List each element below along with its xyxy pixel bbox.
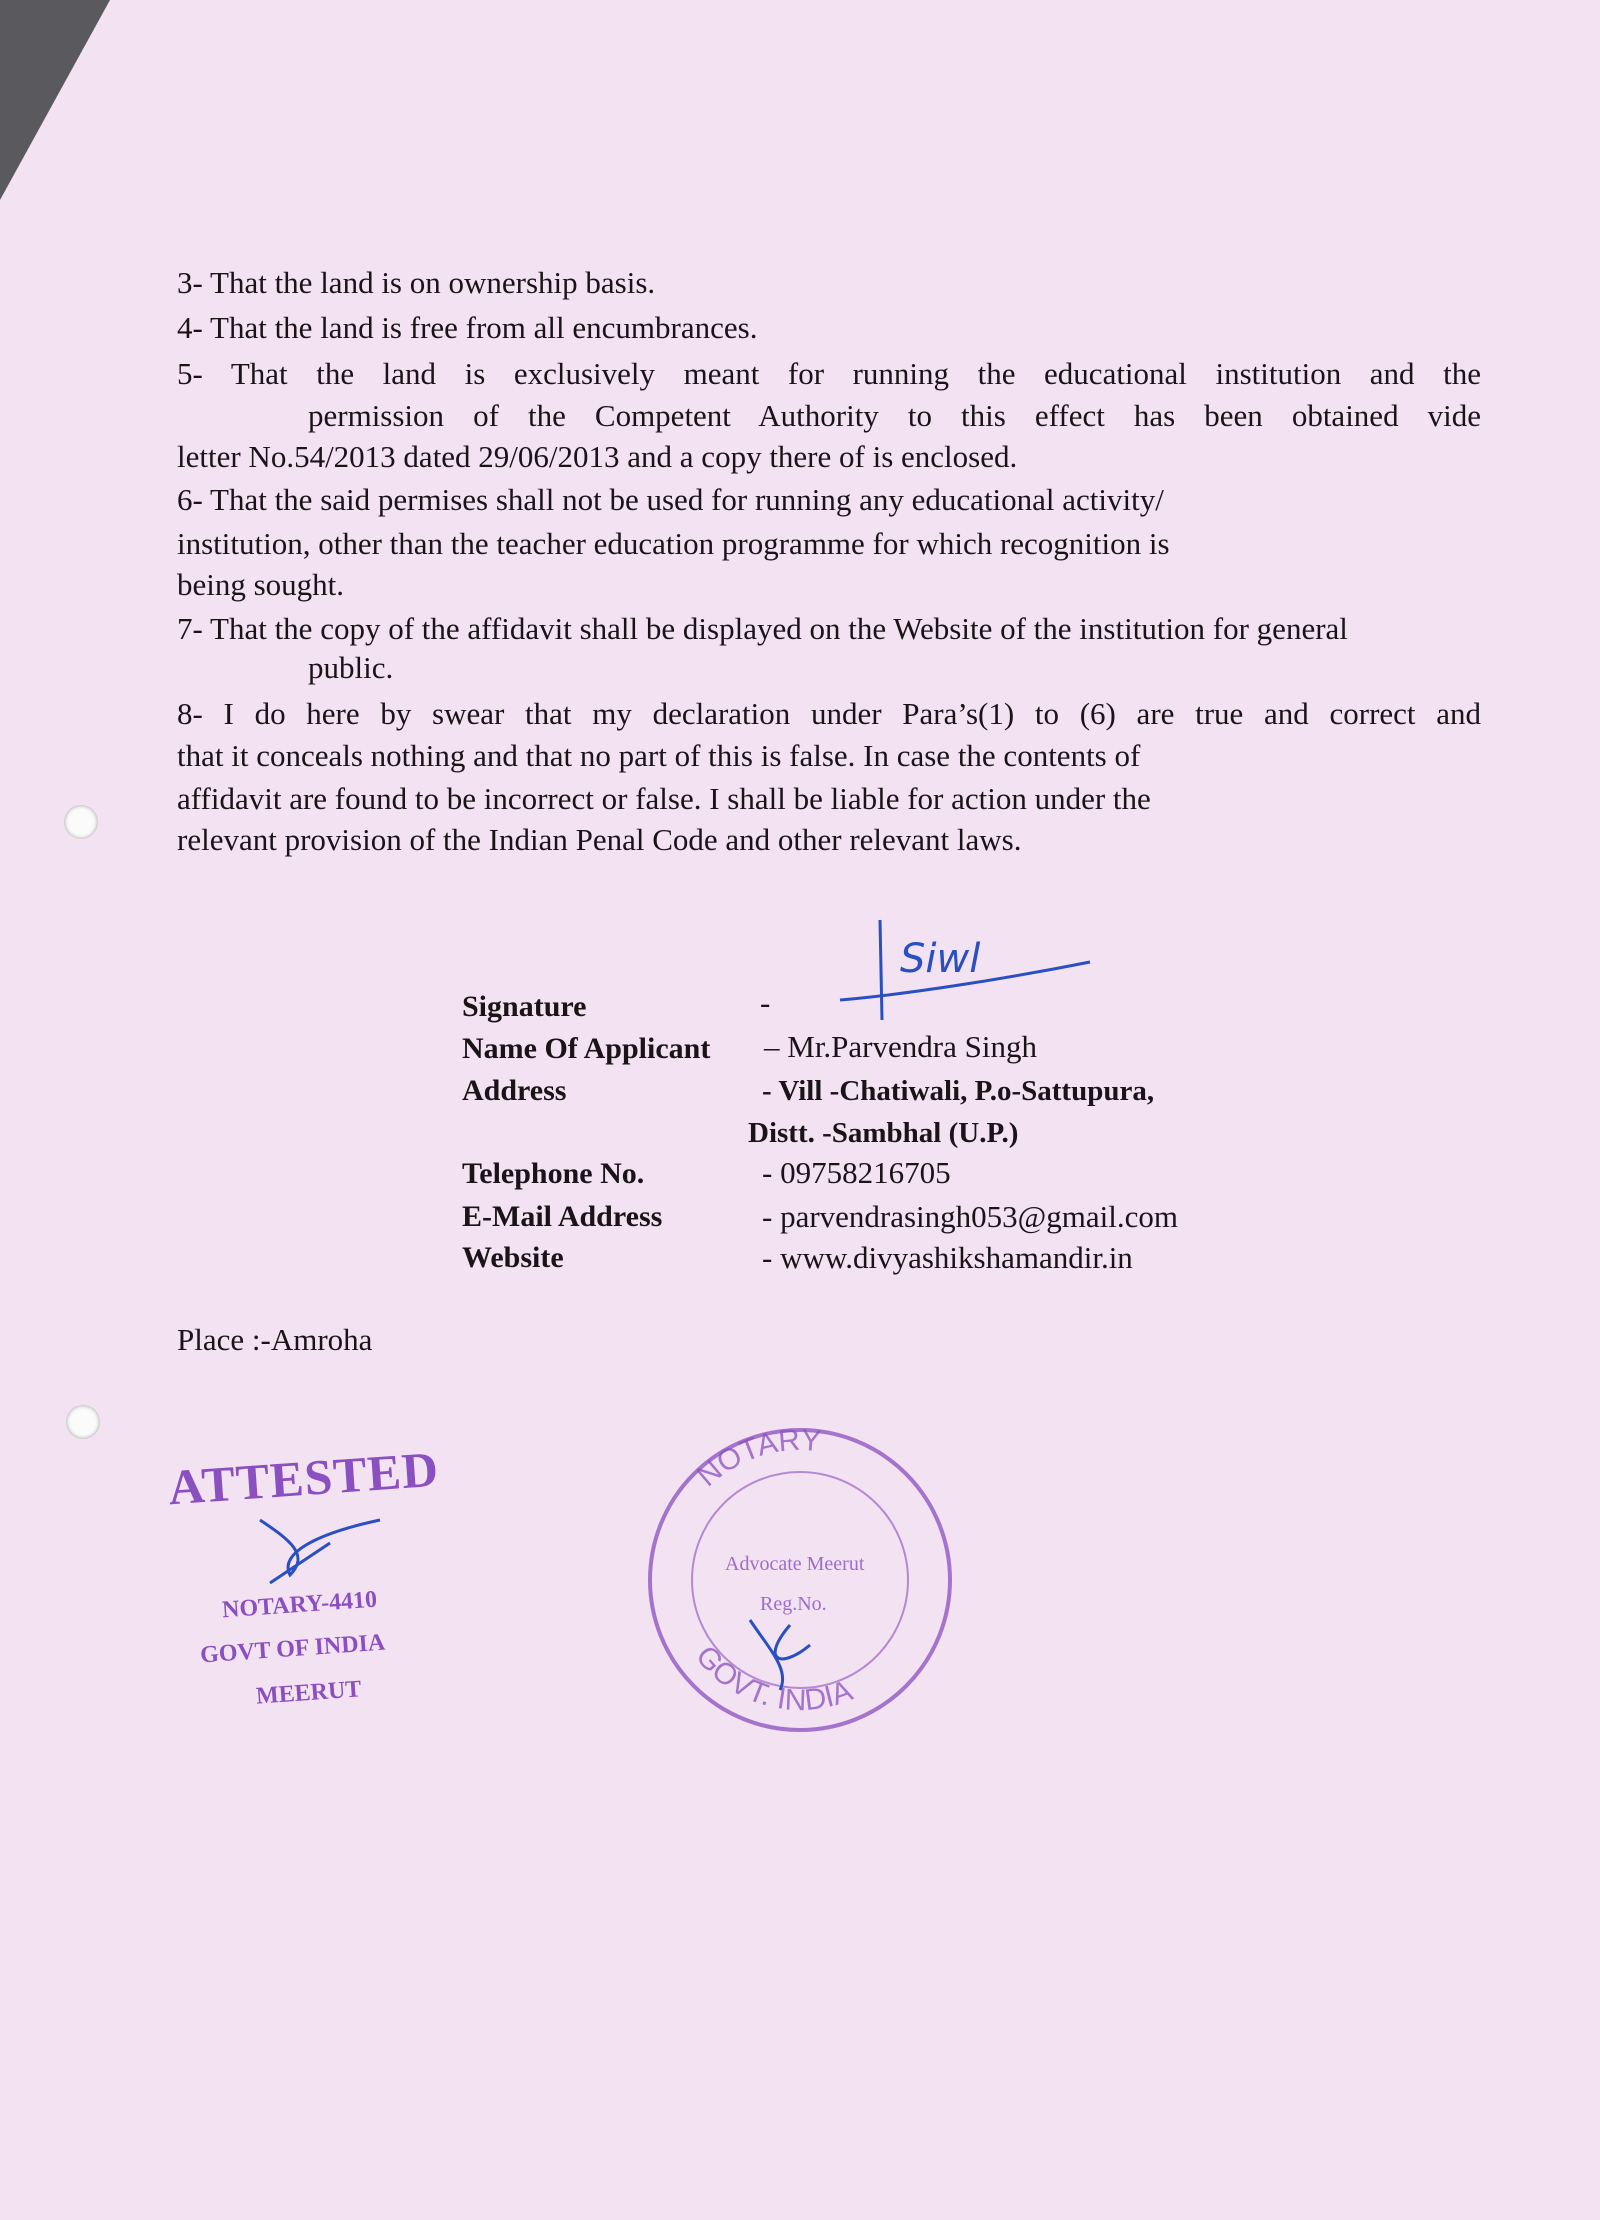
notary-city: MEERUT xyxy=(255,1676,363,1710)
folded-corner xyxy=(0,0,110,200)
attested-title: ATTESTED xyxy=(166,1440,441,1516)
telephone-value: - 09758216705 xyxy=(762,1155,951,1190)
stamp-bottom-text: GOVT. INDIA xyxy=(689,1639,857,1718)
name-label: Name Of Applicant xyxy=(462,1032,711,1065)
clause-5-cont2: letter No.54/2013 dated 29/06/2013 and a copy there of is enclosed. xyxy=(177,439,1018,474)
signature-separator: - xyxy=(760,985,771,1020)
clause-6: 6- That the said permises shall not be used for running any educational activity/ xyxy=(177,482,1164,517)
stamp-center-text: Advocate Meerut xyxy=(725,1553,865,1575)
round-notary-stamp xyxy=(640,1420,960,1740)
signature-text: Siwl xyxy=(900,936,981,982)
website-value: - www.divyashikshamandir.in xyxy=(762,1240,1133,1275)
punch-hole xyxy=(64,805,98,839)
clause-8-cont3: relevant provision of the Indian Penal Code and other relevant laws. xyxy=(177,822,1022,857)
signature-label: Signature xyxy=(462,990,587,1023)
punch-hole xyxy=(66,1405,100,1439)
clause-6-cont: institution, other than the teacher education programme for which recognition is xyxy=(177,526,1170,561)
attested-signature xyxy=(240,1515,400,1585)
notary-number: NOTARY-4410 xyxy=(221,1586,378,1624)
clause-5: 5- That the land is exclusively meant for running the educational institution and the xyxy=(177,356,1481,391)
email-value: - parvendrasingh053@gmail.com xyxy=(762,1199,1178,1234)
place: Place :-Amroha xyxy=(177,1322,373,1357)
clause-8-cont2: affidavit are found to be incorrect or false. I shall be liable for action under the xyxy=(177,781,1151,816)
website-label: Website xyxy=(462,1241,564,1274)
stamp-reg-text: Reg.No. xyxy=(760,1593,827,1615)
clause-8: 8- I do here by swear that my declaration under Para’s(1) to (6) are true and correct and xyxy=(177,696,1481,731)
clause-7: 7- That the copy of the affidavit shall be displayed on the Website of the institution for general xyxy=(177,611,1348,646)
email-label: E-Mail Address xyxy=(462,1200,663,1233)
clause-4: 4- That the land is free from all encumbrances. xyxy=(177,310,758,345)
address-line2: Distt. -Sambhal (U.P.) xyxy=(748,1117,1019,1149)
clause-6-cont2: being sought. xyxy=(177,567,345,602)
clause-5-cont: permission of the Competent Authority to this effect has been obtained vide xyxy=(308,398,1481,433)
clause-8-cont: that it conceals nothing and that no part of this is false. In case the contents of xyxy=(177,738,1141,773)
notary-country: GOVT OF INDIA xyxy=(199,1629,387,1669)
handwritten-signature xyxy=(820,910,1100,1030)
telephone-label: Telephone No. xyxy=(462,1157,645,1190)
clause-7-cont: public. xyxy=(308,650,394,685)
address-line1: - Vill -Chatiwali, P.o-Sattupura, xyxy=(762,1075,1155,1107)
svg-text:NOTARY xyxy=(691,1424,822,1493)
clause-3: 3- That the land is on ownership basis. xyxy=(177,265,656,300)
address-label: Address xyxy=(462,1074,567,1107)
stamp-top-text: NOTARY xyxy=(691,1423,823,1494)
name-value: – Mr.Parvendra Singh xyxy=(764,1029,1037,1064)
